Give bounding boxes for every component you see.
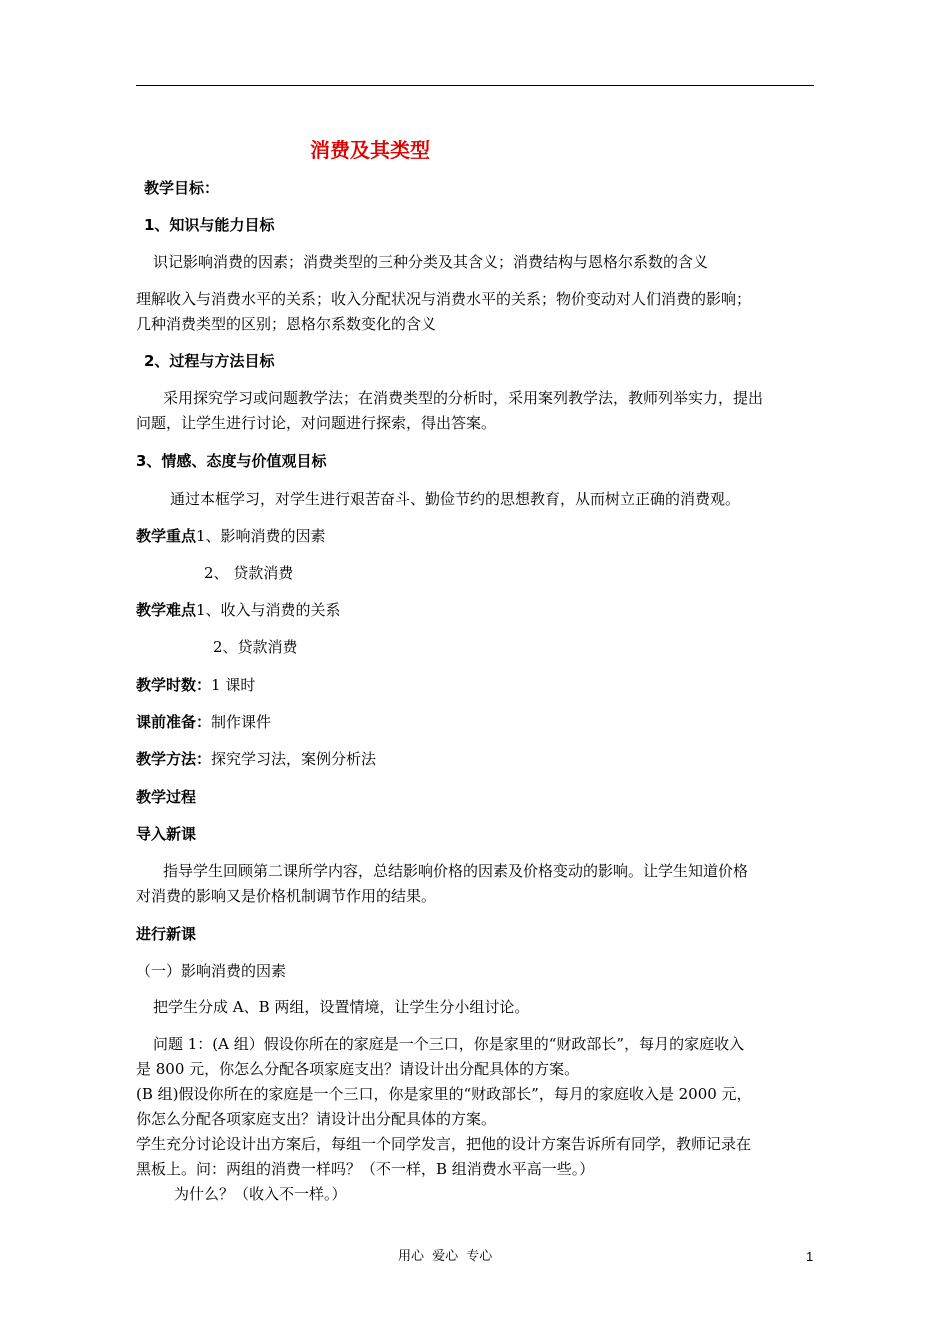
document-title: 消费及其类型 — [310, 138, 430, 162]
goal2-text-line1: 采用探究学习或问题教学法；在消费类型的分析时，采用案列教学法，教师列举实力，提出 — [163, 389, 764, 407]
intro-text-line1: 指导学生回顾第二课所学内容，总结影响价格的因素及价格变动的影响。让学生知道价格 — [163, 862, 749, 880]
prep-value: 制作课件 — [211, 713, 272, 731]
difficult-points-label: 教学难点 — [136, 601, 197, 619]
prep-row — [136, 711, 271, 733]
key-points-item1: 1、影响消费的因素 — [196, 527, 326, 545]
footer-motto: 用心 爱心 专心 — [398, 1249, 493, 1264]
question1-line4: 你怎么分配各项家庭支出？请设计出分配具体的方案。 — [136, 1110, 497, 1128]
difficult-points-item2: 2、贷款消费 — [213, 638, 298, 656]
page-number: 1 — [806, 1249, 814, 1264]
intro-heading: 导入新课 — [136, 825, 197, 843]
difficult-points-item1: 1、收入与消费的关系 — [196, 601, 341, 619]
new-lesson-heading: 进行新课 — [136, 925, 197, 943]
goal1-text-line1: 识记影响消费的因素；消费类型的三种分类及其含义；消费结构与恩格尔系数的含义 — [153, 253, 709, 271]
question1-line3: (B 组)假设你所在的家庭是一个三口，你是家里的“财政部长”，每月的家庭收入是 2000 元， — [136, 1085, 752, 1103]
header-rule — [136, 85, 814, 86]
hours-row — [136, 674, 255, 696]
question1-line5: 学生充分讨论设计出方案后，每组一个同学发言，把他的设计方案告诉所有同学，教师记录在 — [136, 1135, 752, 1153]
goal2-heading: 2、过程与方法目标 — [144, 352, 275, 370]
method-value: 探究学习法，案例分析法 — [211, 750, 377, 768]
hours-label: 教学时数： — [136, 676, 212, 694]
goal2-text-line2: 问题，让学生进行讨论，对问题进行探索，得出答案。 — [136, 414, 497, 432]
process-heading: 教学过程 — [136, 788, 197, 806]
grouping-text: 把学生分成 A、B 两组，设置情境，让学生分小组讨论。 — [153, 998, 530, 1016]
intro-text-line2: 对消费的影响又是价格机制调节作用的结果。 — [136, 887, 437, 905]
difficult-points-row1 — [136, 599, 341, 621]
question1-line2: 是 800 元，你怎么分配各项家庭支出？请设计出分配具体的方案。 — [136, 1060, 580, 1078]
goal3-heading: 3、情感、态度与价值观目标 — [136, 452, 327, 470]
prep-label: 课前准备： — [136, 713, 212, 731]
question1-line1: 问题 1：(A 组）假设你所在的家庭是一个三口，你是家里的“财政部长”，每月的家庭收入 — [153, 1035, 745, 1053]
section1-heading: （一）影响消费的因素 — [136, 962, 287, 980]
hours-value: 1 课时 — [211, 676, 256, 694]
goal1-text-line2: 理解收入与消费水平的关系；收入分配状况与消费水平的关系；物价变动对人们消费的影响； — [136, 290, 752, 308]
key-points-item2: 2、 贷款消费 — [204, 564, 294, 582]
goal1-heading: 1、知识与能力目标 — [144, 216, 275, 234]
method-row — [136, 748, 376, 770]
method-label: 教学方法： — [136, 750, 212, 768]
question1-line6: 黑板上。问：两组的消费一样吗？（不一样，B 组消费水平高一些。） — [136, 1160, 595, 1178]
goal3-text-line1: 通过本框学习，对学生进行艰苦奋斗、勤俭节约的思想教育，从而树立正确的消费观。 — [170, 490, 741, 508]
key-points-label: 教学重点 — [136, 527, 197, 545]
goal1-text-line3: 几种消费类型的区别；恩格尔系数变化的含义 — [136, 315, 437, 333]
key-points-row1 — [136, 525, 326, 547]
question1-line7: 为什么？（收入不一样。） — [174, 1185, 347, 1203]
goals-heading: 教学目标： — [144, 179, 220, 197]
